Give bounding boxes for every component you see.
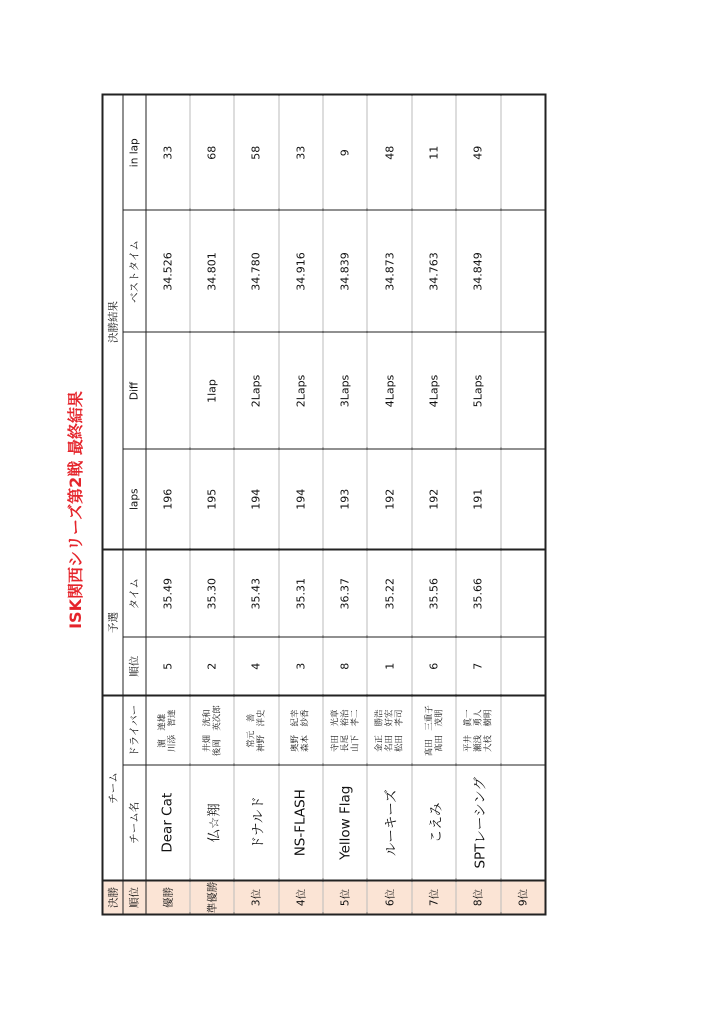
team-name-cell: ルーキーズ	[367, 765, 411, 880]
drivers-cell: 濵 達雄 川添 智達	[146, 695, 190, 765]
rank-cell: 5位	[323, 880, 367, 914]
drivers-cell: 常元 善 神野 洋史	[234, 695, 278, 765]
drivers-cell: 平井 眞一 瀬浅 勇人 大枝 樹明	[456, 695, 500, 765]
laps-cell: 196	[146, 449, 190, 549]
qual-time-cell: 35.43	[234, 549, 278, 637]
table-row	[323, 94, 367, 914]
qual-rank-cell: 8	[323, 637, 367, 695]
team-name-cell: NS-FLASH	[279, 765, 323, 880]
qual-time-cell	[501, 549, 545, 637]
drivers-cell: 奥野 紀幸 森本 紗香	[279, 695, 323, 765]
header-qual-group: 予選	[103, 549, 123, 695]
qual-rank-cell: 4	[234, 637, 278, 695]
laps-cell: 194	[234, 449, 278, 549]
table-row	[146, 94, 190, 914]
drivers-cell: 金正 勝浩 名田 好宏 松田 孝司	[367, 695, 411, 765]
qual-rank-cell: 6	[412, 637, 456, 695]
table-row	[501, 94, 545, 914]
header-team-group: チーム	[103, 695, 123, 880]
table-row	[279, 94, 323, 914]
team-name-cell: Dear Cat	[146, 765, 190, 880]
header-team-name: チーム名	[123, 765, 146, 880]
qual-time-cell: 35.49	[146, 549, 190, 637]
team-name-cell: SPTレーシング	[456, 765, 500, 880]
diff-cell: 4Laps	[412, 332, 456, 449]
diff-cell: 3Laps	[323, 332, 367, 449]
team-name-cell: Yellow Flag	[323, 765, 367, 880]
laps-cell: 191	[456, 449, 500, 549]
rank-cell: 7位	[412, 880, 456, 914]
header-rank-top: 決勝	[103, 880, 123, 914]
rank-cell: 9位	[501, 880, 545, 914]
in-lap-cell	[501, 94, 545, 210]
best-time-cell: 34.526	[146, 210, 190, 332]
diff-cell: 4Laps	[367, 332, 411, 449]
team-name-cell: こえみ	[412, 765, 456, 880]
qual-time-cell: 35.56	[412, 549, 456, 637]
best-time-cell: 34.916	[279, 210, 323, 332]
rank-cell: 6位	[367, 880, 411, 914]
results-table	[102, 93, 547, 915]
in-lap-cell: 68	[190, 94, 234, 210]
team-name-cell: ドナルド	[234, 765, 278, 880]
in-lap-cell: 49	[456, 94, 500, 210]
diff-cell: 1lap	[190, 332, 234, 449]
table-row	[412, 94, 456, 914]
best-time-cell: 34.780	[234, 210, 278, 332]
drivers-cell: 井畑 洸和 後岡 英次郎	[190, 695, 234, 765]
rank-cell: 準優勝	[190, 880, 234, 914]
qual-rank-cell: 3	[279, 637, 323, 695]
diff-cell: 5Laps	[456, 332, 500, 449]
laps-cell: 195	[190, 449, 234, 549]
rank-cell: 4位	[279, 880, 323, 914]
diff-cell: 2Laps	[279, 332, 323, 449]
header-laps: laps	[123, 449, 146, 549]
in-lap-cell: 33	[146, 94, 190, 210]
header-best-time: ベストタイム	[123, 210, 146, 332]
header-driver: ドライバー	[123, 695, 146, 765]
team-name-cell	[501, 765, 545, 880]
best-time-cell: 34.849	[456, 210, 500, 332]
team-name-cell: 仏☆翔	[190, 765, 234, 880]
best-time-cell	[501, 210, 545, 332]
diff-cell	[501, 332, 545, 449]
qual-time-cell: 35.22	[367, 549, 411, 637]
qual-rank-cell	[501, 637, 545, 695]
page-title: ISK関西シリーズ第2戦 最終結果	[66, 391, 85, 629]
drivers-cell: 髙田 三重子 髙田 茂朋	[412, 695, 456, 765]
laps-cell	[501, 449, 545, 549]
results-table-wrapper	[102, 95, 545, 915]
laps-cell: 194	[279, 449, 323, 549]
header-qual-time: タイム	[123, 549, 146, 637]
drivers-cell	[501, 695, 545, 765]
rank-cell: 3位	[234, 880, 278, 914]
in-lap-cell: 11	[412, 94, 456, 210]
qual-time-cell: 35.30	[190, 549, 234, 637]
best-time-cell: 34.873	[367, 210, 411, 332]
header-qual-rank: 順位	[123, 637, 146, 695]
drivers-cell: 寺田 光章 長尾 裕治 山下 孝二	[323, 695, 367, 765]
table-row	[190, 94, 234, 914]
qual-time-cell: 35.66	[456, 549, 500, 637]
qual-rank-cell: 2	[190, 637, 234, 695]
header-rank-bottom: 順位	[123, 880, 146, 914]
laps-cell: 192	[367, 449, 411, 549]
qual-rank-cell: 5	[146, 637, 190, 695]
in-lap-cell: 48	[367, 94, 411, 210]
in-lap-cell: 33	[279, 94, 323, 210]
diff-cell	[146, 332, 190, 449]
in-lap-cell: 9	[323, 94, 367, 210]
laps-cell: 193	[323, 449, 367, 549]
table-row	[234, 94, 278, 914]
qual-time-cell: 36.37	[323, 549, 367, 637]
diff-cell: 2Laps	[234, 332, 278, 449]
best-time-cell: 34.801	[190, 210, 234, 332]
rank-cell: 優勝	[146, 880, 190, 914]
best-time-cell: 34.763	[412, 210, 456, 332]
header-in-lap: in lap	[123, 94, 146, 210]
laps-cell: 192	[412, 449, 456, 549]
best-time-cell: 34.839	[323, 210, 367, 332]
header-diff: Diff	[123, 332, 146, 449]
qual-rank-cell: 7	[456, 637, 500, 695]
rank-cell: 8位	[456, 880, 500, 914]
qual-rank-cell: 1	[367, 637, 411, 695]
table-row	[456, 94, 500, 914]
qual-time-cell: 35.31	[279, 549, 323, 637]
in-lap-cell: 58	[234, 94, 278, 210]
header-final-group: 決勝結果	[103, 94, 123, 549]
table-row	[367, 94, 411, 914]
